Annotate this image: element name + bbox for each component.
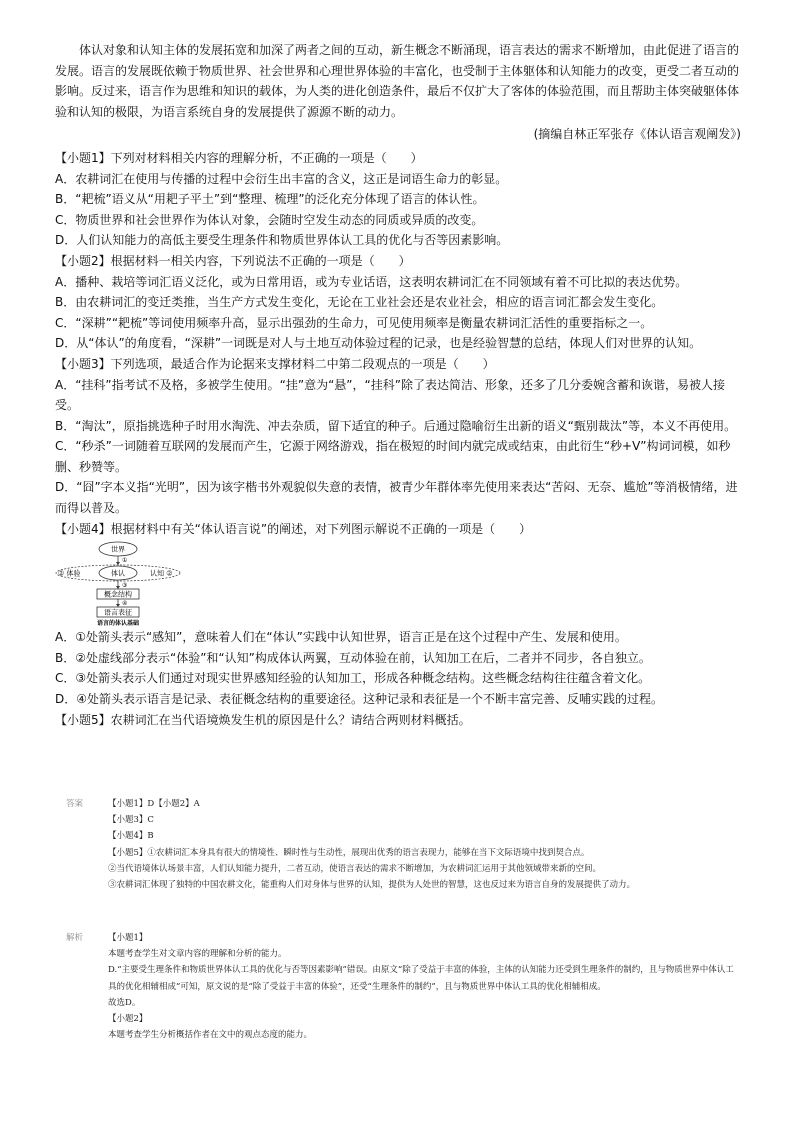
answer-label: 答案 bbox=[66, 799, 84, 809]
analysis-line: 【小题1】 bbox=[108, 933, 148, 943]
passage-paragraph: 体认对象和认知主体的发展拓宽和加深了两者之间的互动，新生概念不断涌现，语言表达的需求不断增加，由此促进了语言的发展。语言的发展既依赖于物质世界、社会世界和心理世界体验的丰富化，也受制于主体躯体和认知能力的改变，更受二者互动的影响。反过来，语言作为思维和知识的载体，为人类的进化创造条件，最后不仅扩大了客体的体验范围，而且帮助主体突破躯体体验和认知的极限，为语言系统自身的发展提供了源源不断的动力。 bbox=[55, 43, 740, 119]
passage-source: (摘编自林正军张存《体认语言观阐发》) bbox=[533, 127, 741, 142]
analysis-line: 故选D。 bbox=[108, 997, 141, 1008]
analysis-label: 解析 bbox=[66, 933, 84, 943]
answer-line: 【小题3】C bbox=[108, 815, 154, 826]
question-2-option-b: B．由农耕词汇的变迁类推，当生产方式发生变化，无论在工业社会还是农业社会，相应的语言词汇都会发生变化。 bbox=[55, 295, 664, 310]
concept-label: 概念结构 bbox=[104, 590, 132, 599]
question-2-stem: 【小题2】根据材料一相关内容，下列说法不正确的一项是（ ） bbox=[55, 253, 411, 268]
answer-line: 【小题1】D【小题2】A bbox=[108, 799, 200, 809]
answer-line: 【小题5】①农耕词汇本身具有很大的情境性、瞬时性与生动性，展现出优秀的语言表现力，能够在当下文际语境中找到契合点。 bbox=[108, 847, 590, 858]
question-4-option-a: A．①处箭头表示“感知”，意味着人们在“体认”实践中认知世界，语言正是在这个过程中产生、发展和使用。 bbox=[55, 630, 627, 645]
question-1-option-b: B．“耙梳”语义从“用耙子平土”到“整理、梳理”的泛化充分体现了语言的体认性。 bbox=[55, 192, 485, 207]
renzhi-label: 认知 ② bbox=[150, 569, 173, 578]
main-content bbox=[55, 40, 741, 730]
analysis-line: D.“主要受生理条件和物质世界体认工具的优化与否等因素影响”错误。由原文“除了受益于丰富的体验，主体的认知能力还受到生理条件的制约，且与物质世界中体认工具的优化相辅相成”可知，原文说的是“除了受益于丰富的体验”，还受“生理条件的制约”，且与物质世界中体认工具的优化相辅相成。 bbox=[108, 965, 734, 992]
question-1-option-a: A．农耕词汇在使用与传播的过程中会衍生出丰富的含义，这正是词语生命力的彰显。 bbox=[55, 171, 508, 186]
answer-line: 【小题4】B bbox=[108, 831, 154, 842]
marker-1: ① bbox=[122, 557, 128, 565]
marker-4: ④ bbox=[122, 600, 128, 608]
question-1-option-d: D．人们认知能力的高低主要受生理条件和物质世界体认工具的优化与否等因素影响。 bbox=[55, 233, 509, 248]
tiren-label: 体认 bbox=[111, 569, 125, 578]
answer-line: ②当代语境体认场景丰富，人们认知能力提升，二者互动，使语言表达的需求不断增加，为农耕词汇运用于其他领域带来新的空间。 bbox=[108, 863, 602, 874]
embodiment-diagram bbox=[55, 541, 215, 627]
question-4-option-b: B．②处虚线部分表示“体验”和“认知”构成体认两翼，互动体验在前，认知加工在后，二者并不同步，各自独立。 bbox=[55, 650, 651, 665]
analysis-line: 【小题2】 bbox=[108, 1014, 148, 1025]
analysis-line: 本题考查学生分析概括作者在文中的观点态度的能力。 bbox=[108, 1030, 313, 1041]
question-3-stem: 【小题3】下列选项，最适合作为论据来支撑材料二中第二段观点的一项是（ ） bbox=[55, 356, 495, 371]
question-2-option-d: D．从“体认”的角度看，“深耕”一词既是对人与土地互动体验过程的记录，也是经验智慧的总结，体现人们对世界的认知。 bbox=[55, 336, 702, 351]
answer-line: ③农耕词汇体现了独特的中国农耕文化，能重构人们对身体与世界的认知，提供为人处世的智慧，这也反过来为语言自身的发展提供了动力。 bbox=[108, 880, 636, 891]
language-label: 语言表征 bbox=[104, 608, 132, 617]
question-3-option-d: D．“囧”字本义指“光明”，因为该字楷书外观貌似失意的表情，被青少年群体率先使用来表达“苦闷、无奈、尴尬”等消极情绪，进而得以普及。 bbox=[55, 480, 738, 516]
question-3-option-b: B．“淘汰”，原指挑选种子时用水淘洗、冲去杂质，留下适宜的种子。后通过隐喻衍生出新的语义“甄别裁汰”等，本义不再使用。 bbox=[55, 418, 737, 433]
question-4-option-d: D．④处箭头表示语言是记录、表征概念结构的重要途径。这种记录和表征是一个不断丰富完善、反哺实践的过程。 bbox=[55, 692, 664, 707]
question-1-stem: 【小题1】下列对材料相关内容的理解分析，不正确的一项是（ ） bbox=[55, 150, 423, 165]
tiyan-label: ② 体验 bbox=[58, 569, 81, 578]
question-2-option-c: C．“深耕”“耙梳”等词使用频率升高，显示出强劲的生命力，可见使用频率是衡量农耕词汇活性的重要指标之一。 bbox=[55, 315, 653, 330]
question-4-option-c: C．③处箭头表示人们通过对现实世界感知经验的认知加工，形成各种概念结构。这些概念结构往往蕴含着文化。 bbox=[55, 671, 651, 686]
world-label: 世界 bbox=[111, 545, 125, 554]
embodiment-diagram-svg bbox=[55, 541, 215, 627]
answer-content bbox=[108, 796, 738, 893]
marker-3: ③ bbox=[122, 582, 128, 590]
question-3-option-c: C．“秒杀”一词随着互联网的发展而产生，它源于网络游戏，指在极短的时间内就完成或结束，由此衍生“秒+V”构词词模，如秒删、秒赞等。 bbox=[55, 439, 731, 474]
question-5-stem: 【小题5】农耕词汇在当代语境焕发生机的原因是什么？请结合两则材料概括。 bbox=[55, 712, 471, 727]
question-3-option-a: A．“挂科”指考试不及格，多被学生使用。“挂”意为“悬”，“挂科”除了表达简洁、形象，还多了几分委婉含蓄和诙谐，易被人接受。 bbox=[55, 377, 725, 413]
question-1-option-c: C．物质世界和社会世界作为体认对象，会随时空发生动态的同质或异质的改变。 bbox=[55, 212, 484, 227]
analysis-content bbox=[108, 930, 738, 1043]
arrow-1-head bbox=[116, 562, 120, 565]
analysis-line: 本题考查学生对文章内容的理解和分析的能力。 bbox=[108, 949, 287, 960]
question-4-stem: 【小题4】根据材料中有关“体认语言说”的阐述，对下列图示解说不正确的一项是（ ） bbox=[55, 521, 532, 536]
arrow-3-head bbox=[116, 586, 120, 589]
question-2-option-a: A．播种、栽培等词汇语义泛化，或为日常用语，或为专业话语，这表明农耕词汇在不同领域有着不可比拟的表达优势。 bbox=[55, 274, 688, 289]
diagram-caption: 语言的体认基础 bbox=[96, 620, 140, 628]
arrow-4-head bbox=[116, 604, 120, 607]
